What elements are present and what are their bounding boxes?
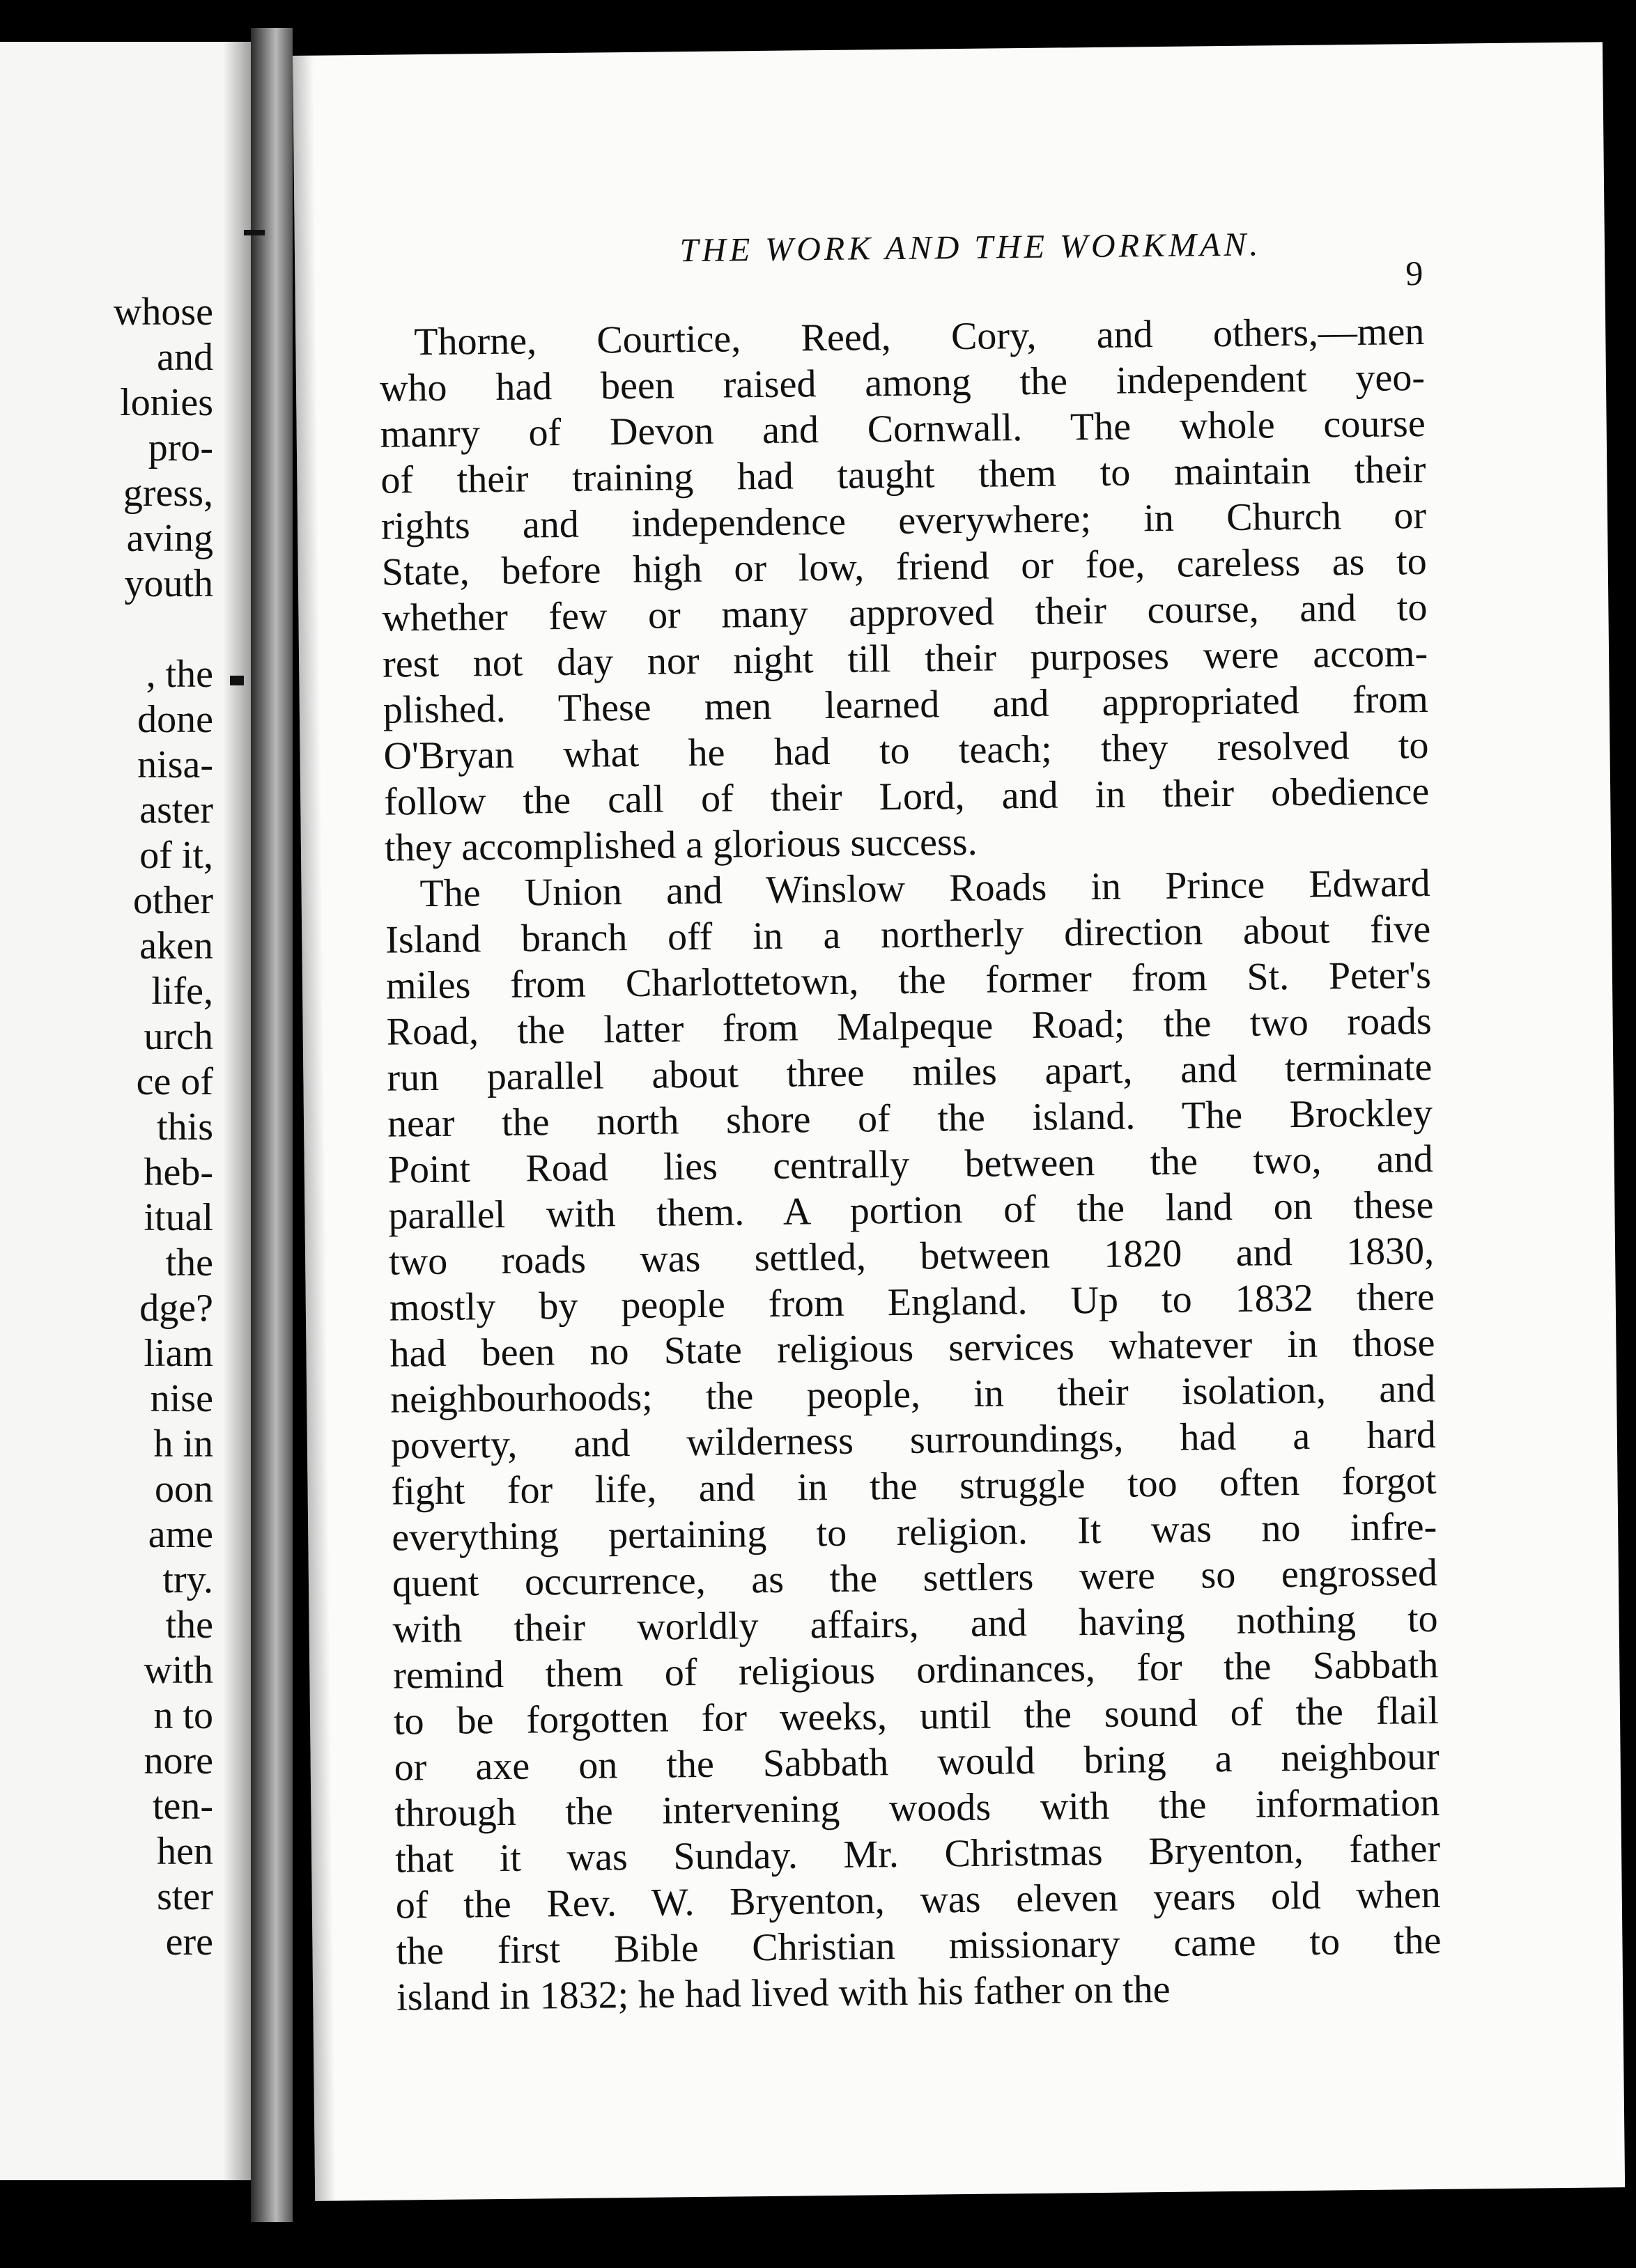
left-page-line: gress,	[123, 472, 213, 515]
paragraph-1	[379, 309, 1430, 871]
left-page-line: h in	[153, 1422, 213, 1466]
text-line: two roads was settled, between 1820 and 1830,	[388, 1229, 1435, 1284]
text-line: Point Road lies centrally between the two, and	[387, 1137, 1434, 1192]
left-page-line: hen	[157, 1830, 213, 1873]
left-page-line: liam	[144, 1332, 213, 1375]
body-text	[379, 309, 1442, 2021]
text-line: island in 1832; he had lived with his father on the	[396, 1967, 1171, 2019]
book-spine	[251, 28, 293, 2222]
text-line: who had been raised among the independent yeo-	[379, 356, 1426, 410]
text-line: whether few or many approved their course, and to	[382, 585, 1428, 640]
gutter-shadow	[223, 42, 251, 2180]
left-page-line: lonies	[120, 381, 213, 424]
left-page-line: n to	[153, 1694, 213, 1737]
left-page-line: nise	[150, 1377, 213, 1420]
left-page-line: nore	[144, 1739, 213, 1782]
left-page-line: aken	[139, 924, 213, 968]
left-page-line: of it,	[139, 834, 213, 877]
page-number: 9	[1405, 254, 1423, 293]
left-page-fragment	[0, 42, 251, 2180]
left-page-line: try.	[162, 1558, 213, 1601]
text-line: near the north shore of the island. The Brockley	[387, 1091, 1433, 1146]
left-page-line: aving	[126, 517, 213, 560]
text-line: plished. These men learned and appropriated from	[383, 677, 1429, 732]
text-line: rights and independence everywhere; in Church or	[380, 494, 1427, 548]
left-page-line: nisa-	[137, 743, 213, 786]
text-line: Road, the latter from Malpeque Road; the two roads	[386, 999, 1432, 1054]
text-line: fight for life, and in the struggle too often forgot	[391, 1459, 1437, 1514]
left-page-line: this	[157, 1105, 213, 1149]
left-page-line: dge?	[139, 1287, 213, 1330]
right-page	[293, 42, 1625, 2201]
left-page-line: itual	[144, 1196, 213, 1239]
left-page-line: ten-	[152, 1785, 213, 1828]
text-line: they accomplished a glorious success.	[384, 820, 978, 870]
left-page-line: whose	[113, 290, 213, 334]
text-line: to be forgotten for weeks, until the sound of the flail	[393, 1688, 1440, 1743]
left-page-line: urch	[144, 1015, 213, 1058]
text-line: had been no State religious services whatever in those	[389, 1321, 1435, 1376]
text-line: follow the call of their Lord, and in their obedience	[383, 769, 1430, 824]
text-line: mostly by people from England. Up to 1832 there	[389, 1275, 1435, 1330]
left-page-line: , the	[146, 653, 213, 696]
left-page-line: ce of	[136, 1060, 213, 1103]
text-line: of the Rev. W. Bryenton, was eleven years old when	[395, 1872, 1442, 1927]
text-line: with their worldly affairs, and having nothing to	[392, 1597, 1438, 1652]
text-line: State, before high or low, friend or foe, careless as to	[381, 539, 1428, 594]
left-page-line: ame	[148, 1513, 213, 1556]
text-line: manry of Devon and Cornwall. The whole course	[380, 402, 1426, 456]
left-page-line: aster	[139, 789, 213, 832]
text-line: miles from Charlottetown, the former from St. Peter's	[385, 953, 1432, 1008]
text-line: The Union and Winslow Roads in Prince Edward	[419, 861, 1430, 916]
running-head: THE WORK AND THE WORKMAN.	[679, 226, 1262, 270]
page-edge-shade	[293, 56, 336, 2201]
text-line: or axe on the Sabbath would bring a neighbour	[394, 1734, 1440, 1789]
left-page-line: oon	[155, 1468, 213, 1511]
left-page-line: other	[132, 879, 213, 922]
left-page-line: youth	[124, 562, 213, 605]
text-line: parallel with them. A portion of the land on these	[388, 1183, 1434, 1238]
text-line: everything pertaining to religion. It was no infre-	[391, 1505, 1437, 1560]
left-page-line: the	[165, 1241, 213, 1284]
left-page-line: and	[157, 336, 213, 379]
text-line: through the intervening woods with the information	[394, 1780, 1440, 1835]
text-line: run parallel about three miles apart, and terminate	[387, 1045, 1433, 1100]
text-line: the first Bible Christian missionary came to the	[396, 1918, 1442, 1973]
spine-mark	[244, 230, 265, 235]
text-line: neighbourhoods; the people, in their isolation, and	[389, 1367, 1436, 1422]
left-page-line: pro-	[148, 426, 213, 469]
text-line: that it was Sunday. Mr. Christmas Bryenton, father	[394, 1826, 1441, 1881]
left-page-line: ster	[157, 1875, 213, 1918]
left-page-line: life,	[151, 970, 213, 1013]
text-line: quent occurrence, as the settlers were so engrossed	[392, 1551, 1438, 1606]
text-line: rest not day nor night till their purposes were accom-	[382, 631, 1428, 686]
spine-mark	[230, 676, 244, 685]
left-page-line: the	[165, 1603, 213, 1647]
text-line: Island branch off in a northerly direction about five	[385, 907, 1431, 962]
left-page-line: with	[144, 1649, 213, 1692]
left-page-line: ere	[165, 1920, 213, 1964]
text-line: remind them of religious ordinances, for the Sabbath	[393, 1642, 1439, 1698]
text-line: poverty, and wilderness surroundings, had a hard	[390, 1413, 1437, 1468]
text-line: O'Bryan what he had to teach; they resolved to	[383, 723, 1429, 778]
left-page-line: heb-	[144, 1151, 213, 1194]
left-page-line: done	[137, 698, 213, 741]
text-line: of their training had taught them to maintain their	[380, 448, 1426, 502]
text-line: Thorne, Courtice, Reed, Cory, and others,—men	[413, 310, 1425, 364]
paragraph-2	[385, 860, 1442, 2021]
